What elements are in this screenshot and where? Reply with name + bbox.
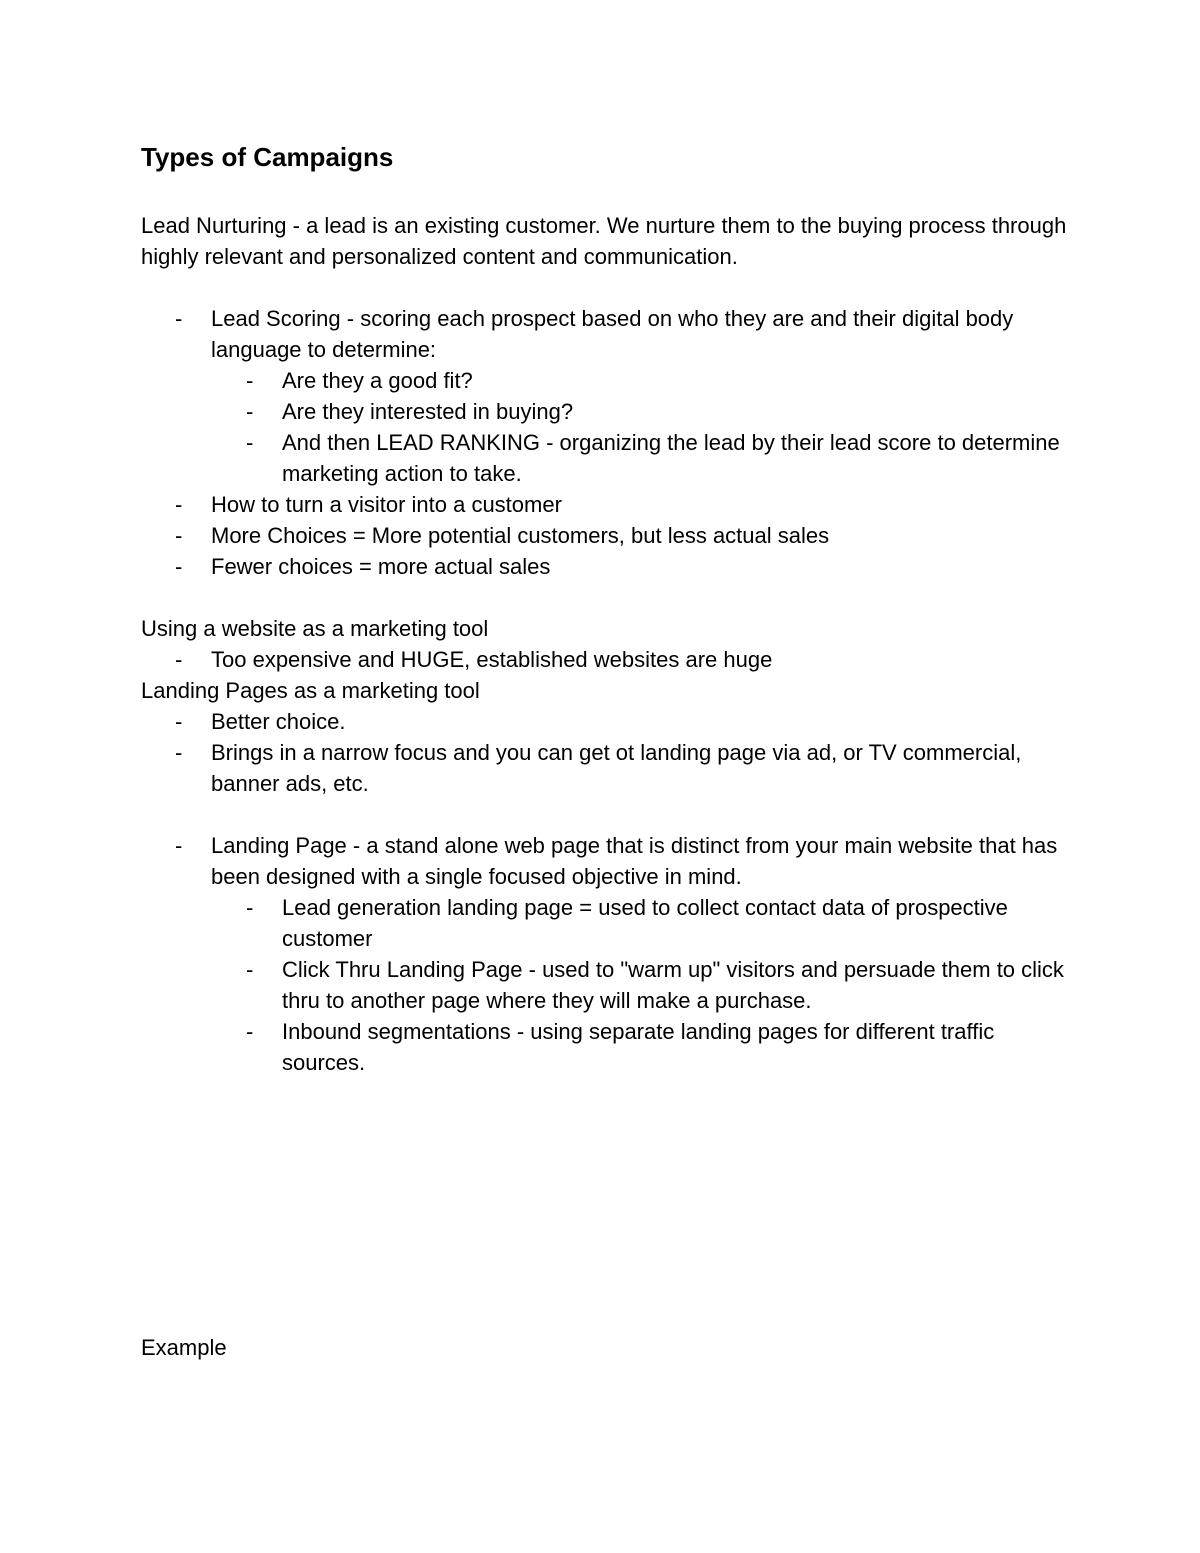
dash-bullet: - <box>175 554 183 579</box>
list-item <box>141 644 1071 675</box>
intro-paragraph: Lead Nurturing - a lead is an existing customer. We nurture them to the buying process through highly relevant and personalized content and communication. <box>141 213 1067 269</box>
example-label: Example <box>141 1335 227 1360</box>
dash-bullet: - <box>175 492 183 517</box>
dash-bullet: - <box>175 740 183 765</box>
list-item-text: Better choice. <box>211 709 346 734</box>
spacer <box>141 582 1071 613</box>
list-item <box>141 954 1071 1016</box>
dash-bullet: - <box>246 368 254 393</box>
dash-bullet: - <box>246 399 254 424</box>
landing-page-list <box>141 830 1071 892</box>
list-item-text: How to turn a visitor into a customer <box>211 492 562 517</box>
lead-nurturing-list <box>141 303 1071 365</box>
list-item <box>141 551 1071 582</box>
dash-bullet: - <box>246 895 254 920</box>
list-item-text: More Choices = More potential customers, but less actual sales <box>211 523 830 548</box>
list-item-text: Fewer choices = more actual sales <box>211 554 551 579</box>
lead-nurturing-list-continued <box>141 489 1071 582</box>
list-item <box>141 706 1071 737</box>
list-item <box>141 489 1071 520</box>
page-title: Types of Campaigns <box>141 142 394 172</box>
list-item <box>141 830 1071 892</box>
landing-list <box>141 706 1071 799</box>
spacer <box>141 799 1071 830</box>
dash-bullet: - <box>175 523 183 548</box>
website-heading: Using a website as a marketing tool <box>141 616 489 641</box>
list-item-text: Inbound segmentations - using separate landing pages for different traffic sources. <box>282 1019 995 1075</box>
dash-bullet: - <box>246 957 254 982</box>
list-item-text: Landing Page - a stand alone web page that is distinct from your main website that has been designed with a single focused objective in mind. <box>211 833 1058 889</box>
list-item <box>141 892 1071 954</box>
website-list <box>141 644 1071 675</box>
list-item <box>141 365 1071 396</box>
example-section <box>141 1332 227 1363</box>
list-item-text: Lead generation landing page = used to collect contact data of prospective customer <box>282 895 1008 951</box>
dash-bullet: - <box>175 306 183 331</box>
document-content <box>141 140 1071 1078</box>
spacer <box>141 272 1071 303</box>
list-item-text: Are they a good fit? <box>282 368 473 393</box>
landing-page-sublist <box>141 892 1071 1078</box>
dash-bullet: - <box>175 709 183 734</box>
lead-scoring-sublist <box>141 365 1071 489</box>
list-item <box>141 396 1071 427</box>
spacer <box>141 178 1071 210</box>
list-item-text: And then LEAD RANKING - organizing the lead by their lead score to determine marketing action to take. <box>282 430 1060 486</box>
dash-bullet: - <box>175 833 183 858</box>
landing-heading: Landing Pages as a marketing tool <box>141 678 480 703</box>
dash-bullet: - <box>246 1019 254 1044</box>
list-item <box>141 520 1071 551</box>
list-item-text: Are they interested in buying? <box>282 399 574 424</box>
dash-bullet: - <box>246 430 254 455</box>
list-item-text: Click Thru Landing Page - used to "warm up" visitors and persuade them to click thru to another page where they will make a purchase. <box>282 957 1064 1013</box>
list-item <box>141 303 1071 365</box>
list-item-text: Brings in a narrow focus and you can get ot landing page via ad, or TV commercial, banner ads, etc. <box>211 740 1022 796</box>
list-item-text: Too expensive and HUGE, established websites are huge <box>211 647 773 672</box>
dash-bullet: - <box>175 647 183 672</box>
list-item <box>141 427 1071 489</box>
list-item <box>141 1016 1071 1078</box>
list-item <box>141 737 1071 799</box>
list-item-text: Lead Scoring - scoring each prospect based on who they are and their digital body language to determine: <box>211 306 1014 362</box>
